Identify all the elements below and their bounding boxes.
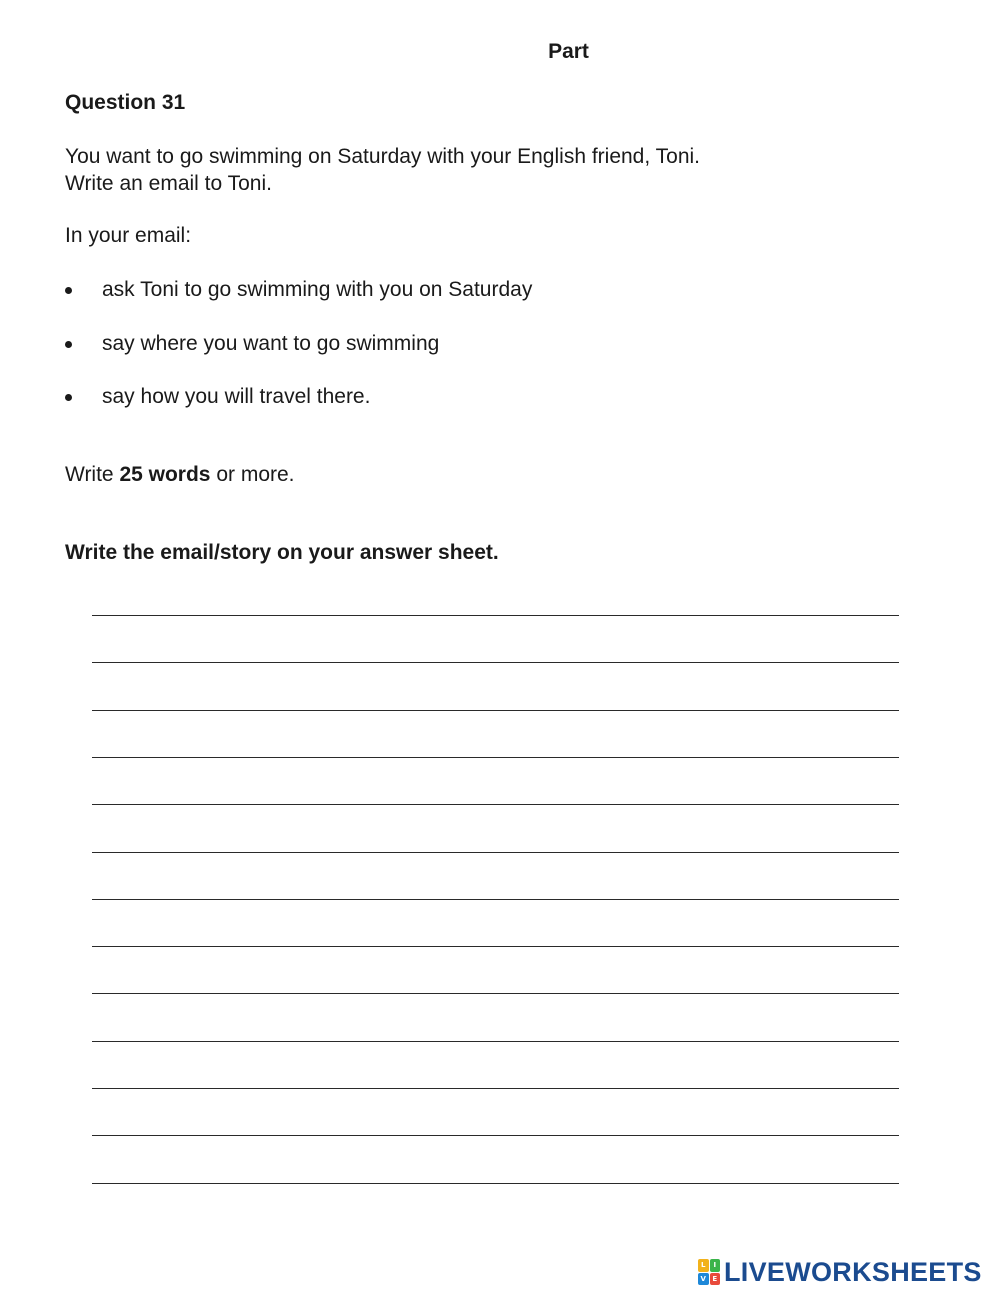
bullet-text: say how you will travel there. — [102, 385, 371, 408]
brand — [698, 1257, 982, 1287]
answer-line[interactable] — [92, 1183, 899, 1184]
logo-letter: E — [710, 1273, 721, 1286]
bullet-icon — [65, 394, 72, 401]
word-count-prefix: Write — [65, 463, 120, 486]
answer-line[interactable] — [92, 852, 899, 853]
in-your-email-label: In your email: — [65, 224, 192, 247]
word-count-instruction — [65, 461, 295, 488]
answer-line[interactable] — [92, 662, 899, 663]
logo-letter: L — [698, 1259, 709, 1272]
logo-letter: V — [698, 1273, 709, 1286]
bullet-text: say where you want to go swimming — [102, 331, 440, 355]
answer-line[interactable] — [92, 615, 899, 616]
answer-line[interactable] — [92, 710, 899, 711]
answer-line[interactable] — [92, 993, 899, 994]
part-title: Part — [548, 40, 589, 63]
answer-line[interactable] — [92, 899, 899, 900]
answer-line[interactable] — [92, 1088, 899, 1089]
bullet-icon — [65, 341, 72, 348]
answer-line[interactable] — [92, 1135, 899, 1136]
task-bullet-list — [65, 276, 532, 437]
list-item — [65, 330, 532, 384]
answer-sheet-instruction: Write the email/story on your answer sheet. — [65, 541, 499, 564]
intro-line-1: You want to go swimming on Saturday with your English friend, Toni. — [65, 145, 701, 168]
word-count-suffix: or more. — [210, 463, 295, 486]
logo-letter: I — [710, 1259, 721, 1272]
answer-line[interactable] — [92, 804, 899, 805]
answer-line[interactable] — [92, 946, 899, 947]
question-heading: Question 31 — [65, 91, 186, 114]
answer-line[interactable] — [92, 757, 899, 758]
list-item — [65, 276, 532, 330]
answer-line[interactable] — [92, 1041, 899, 1042]
list-item — [65, 383, 532, 437]
word-count-bold: 25 words — [119, 463, 211, 486]
bullet-text: ask Toni to go swimming with you on Saturday — [102, 278, 533, 301]
intro-line-2: Write an email to Toni. — [65, 172, 272, 195]
bullet-icon — [65, 287, 72, 294]
liveworksheets-logo-icon — [698, 1259, 720, 1285]
brand-name: LIVEWORKSHEETS — [724, 1256, 982, 1287]
